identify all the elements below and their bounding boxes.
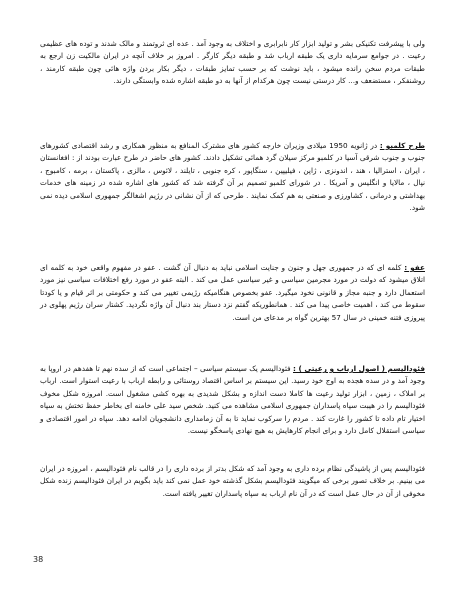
paragraph-feudalism-today [40,463,425,500]
paragraph-text: در ژانویه 1950 میلادی وزیران خارجه کشور های مشترک المنافع به منظور همکاری و رشد اقتصادی کشورهای جنوب و جنوب شرقی آسیا در کلمبو مرکز سیلان گرد همائی تشکیل دادند. کشور های حاضر در طرح عبارت بودند از : افغانستان ، ایران ، استرالیا ، هند ، اندونزی ، ژاپن ، فیلیپین ، سنگاپور ، کره جنوبی ، تایلند ، لائوس ، مالزی ، پاکستان ، برمه ، کامبوج ، نپال ، مالایا و انگلیس و آمریکا . در شورای کلمبو تصمیم بر آن گرفته شد که کشور های اشاره شده در زمینه های خدمات بهداشتی و درمانی ، کشاورزی و صنعتی به هم کمک نمایند . طرحی که از آن نشانی در رژیم اشغالگر جمهوری اسلامی دیده نمی شود. [40,141,425,213]
paragraph-amnesty [40,262,425,324]
term-colombo-plan: طرح کلمبو : [379,141,425,150]
paragraph-text: فئودالیسم یک سیستم سیاسی – اجتماعی است که از سده نهم تا هفدهم در اروپا به وجود آمد و در سده هجده به اوج خود رسید. این سیستم بر اساس اقتصاد روستائی و رابطه ارباب با رعیت استوار است. ارباب بر املاک ، زمین ، ابزار تولید رعیت ها کاملا دست اندازه و بشکل شدیدی به بهره کشی مشغول است. امروزه شکل مخوف فئودالیسم را در هیبت سپاه پاسداران جمهوری اسلامی مشاهده می کنید. شخص سید علی خامنه ای بخاطر حفظ تختش به سپاه اختیار تام داده تا کشور را غارت کند . مردم را سرکوب نماید تا به آن زمامداری دانشجویان ادامه دهد. سپاه در امور اقتصادی و سیاسی استقلال کامل دارد و برای انجام کارهایش به هیچ نهادی پاسخگو نیست. [40,364,425,436]
page-number: 38 [33,555,44,564]
paragraph-text: کلمه ای که در جمهوری جهل و جنون و جنایت اسلامی نباید به دنبال آن گشت . عفو در مفهوم واقعی خود به کلمه ای اتلاق میشود که دولت در مورد مجرمین سیاسی و غیر سیاسی عمل می کند . البته عفو در مورد رفع اختلافات سیاسی نیز مورد استعمال دارد و جنبه مجاز و قانونی نخود میگیرد. عفو بخصوص هنگامیکه رژیمی تغییر می کند و حکومتی بر اثر قیام و یا کودتا سقوط می کند ، اهمیت خاصی پیدا می کند . همانطوریکه گفتم نزد دستار بند دنبال آن واژه نگردید. کشتار سران رژیم پهلوی در پیروزی فتنه خمینی در سال 57 بهترین گواه بر مدعای من است. [40,263,425,322]
paragraph-colombo-plan [40,140,425,214]
paragraph-social-classes [40,38,425,88]
paragraph-text: فئودالیسم پس از پاشیدگی نظام برده داری به وجود آمد که شکل بدتر از برده داری را در قالب نام فئودالیسم ، امروزه در ایران می بینیم. بر خلاف تصور برخی که میگویند فئودالیسم بشکل گذشته خود عمل نمی کند باید بگویم در ایران فئودالیسم زنده شکل مخوفی از آن در حال عمل است که در آن نام ارباب به سپاه پاسداران تغییر یافته است. [40,464,425,498]
paragraph-text: ولی با پیشرفت تکنیکی بشر و تولید ابزار کار نابرابری و اختلاف به وجود آمد . عده ای ثروتمند و مالک شدند و توده های عظیمی رعیت . در جوامع سرمایه داری یک طبقه ارباب شد و طبقه دیگر کارگر . امروز بر خلاف آنچه در ایران مالکیت زن ارجع به طبقات مردم سخن رانده میشود ، باید نوشت که بر حسب تمایز طبقات ، دیگر بکار بردن واژه هائی چون طبقه کارمند ، روشنفکر ، مستضعف و... کار درستی نیست چون هرکدام از آنها به دو طبقه اشاره شده وابستگی دارند. [40,39,425,86]
term-amnesty: عفو : [404,263,425,272]
paragraph-feudalism [40,363,425,437]
term-feudalism: فئودالیسم ( اصول ارباب و رعیتی ) : [293,364,425,373]
